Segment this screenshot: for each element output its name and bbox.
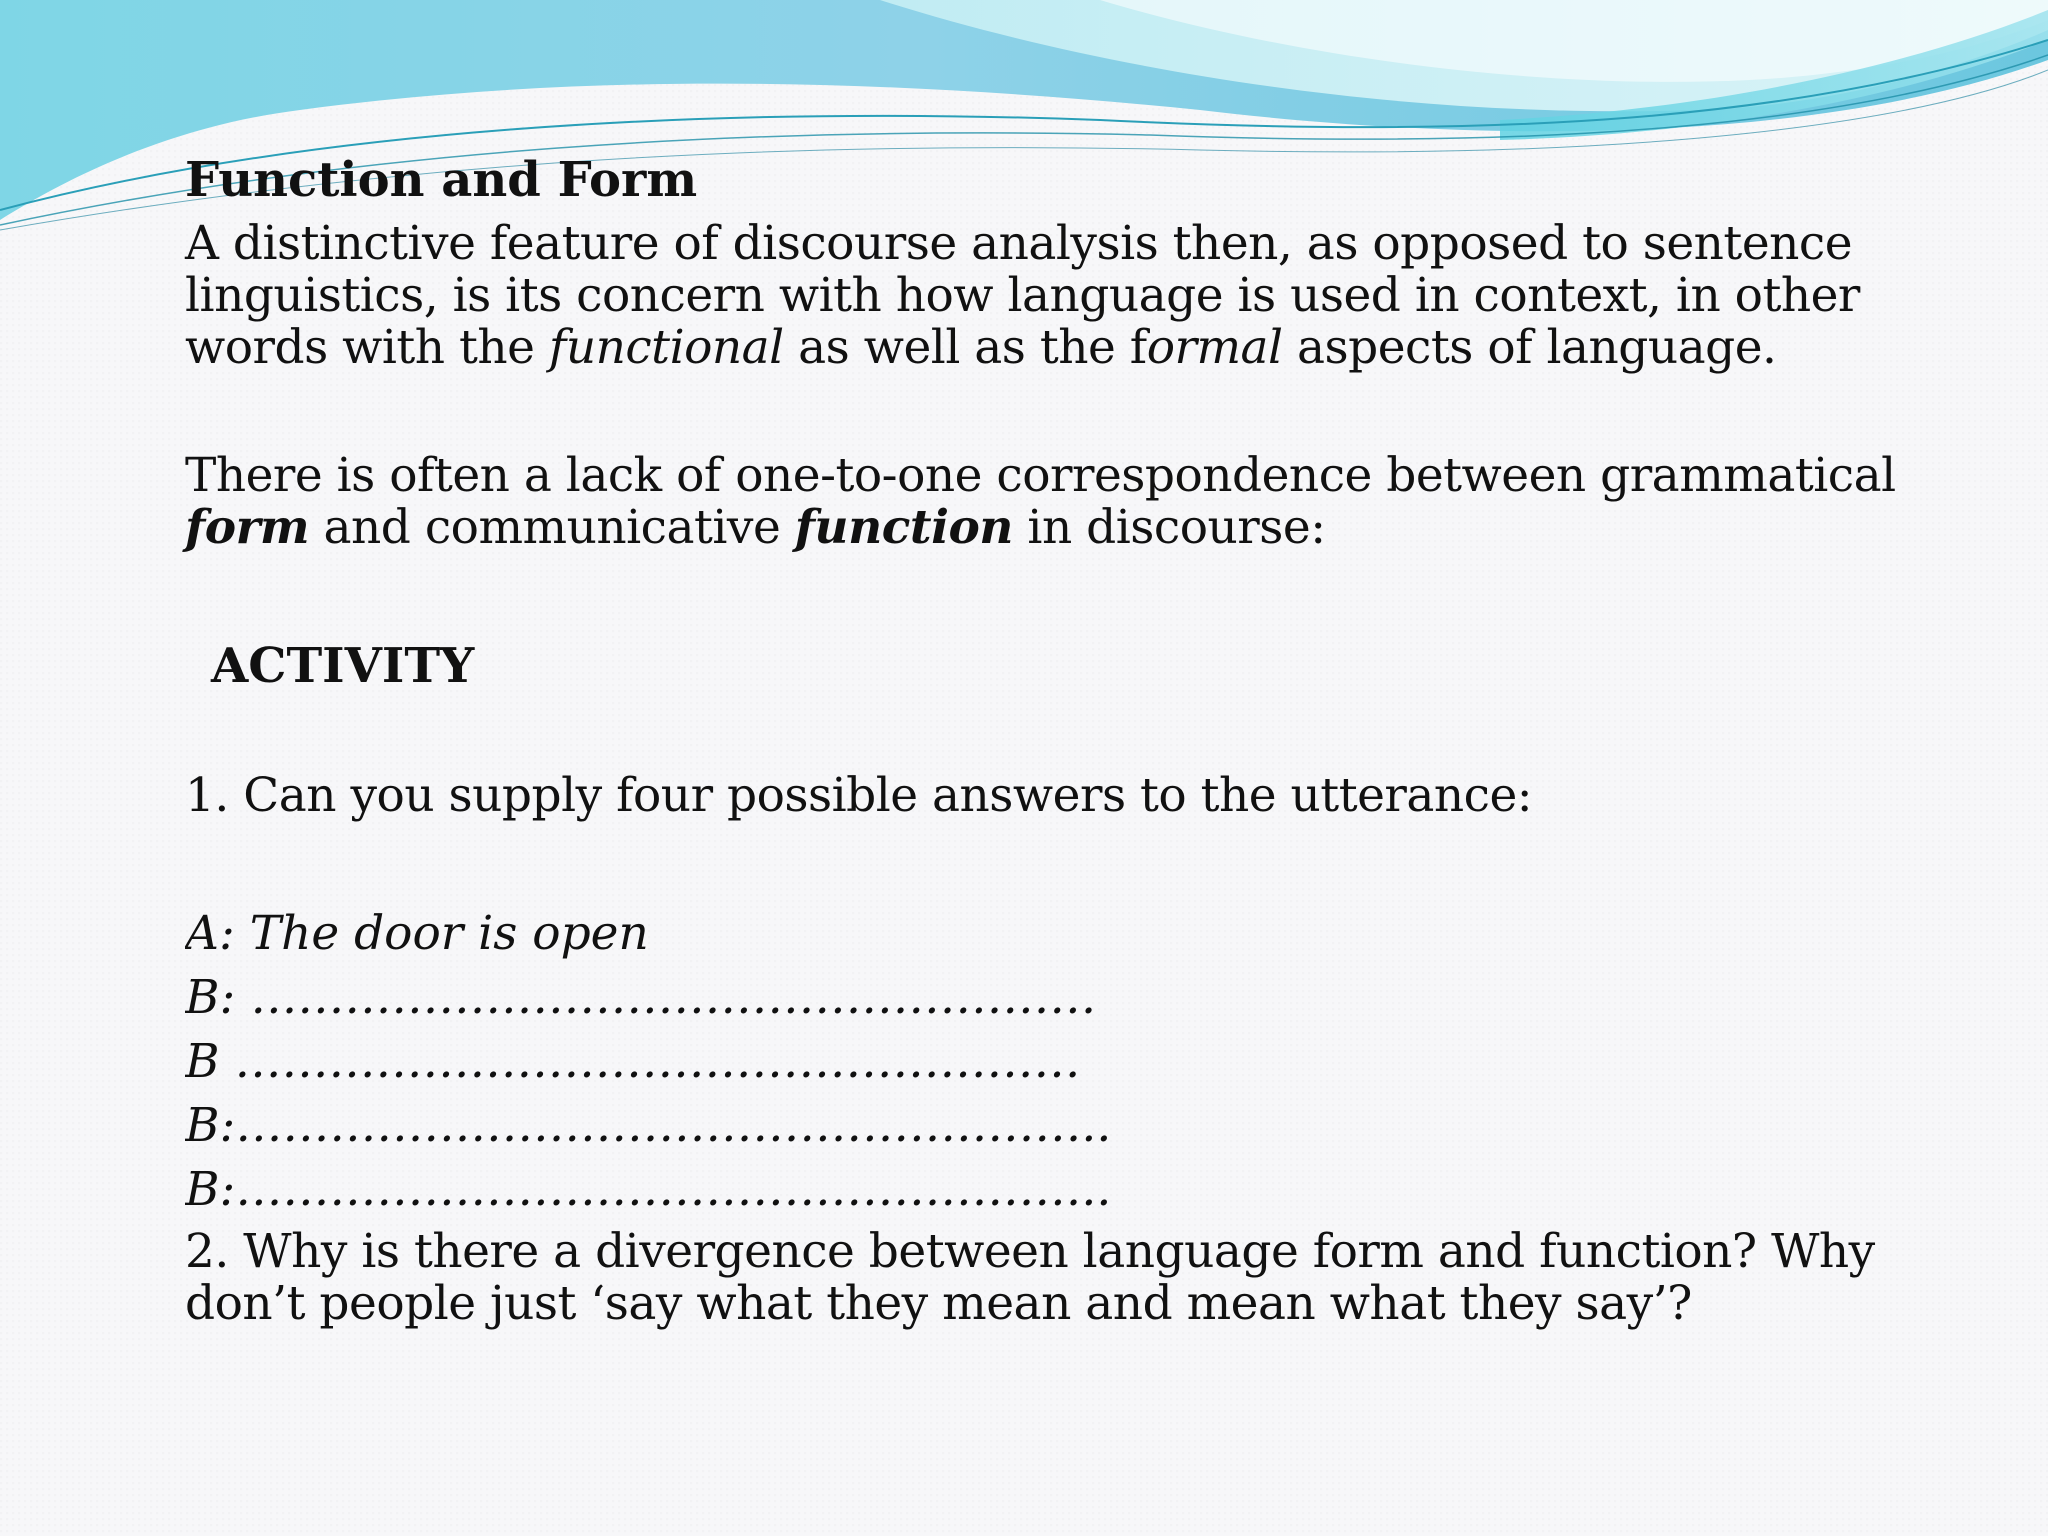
paragraph-form-function [185,450,1905,554]
para1-text-2: as well as the f [783,320,1147,375]
para1-text-1: A distinctive feature of discourse analysis then, as opposed to sentence linguistics, is its concern with how language is used in context, in other words with the [185,216,1860,375]
slide-title: Function and Form [185,152,698,208]
dialog-line: B:……………………………………………….. [185,1098,1112,1153]
para2-bold-form: form [185,500,310,555]
slide-content [185,150,1905,1330]
para2-text-2: and communicative [309,500,795,555]
dialog-line: B:……………………………………………….. [185,1162,1112,1217]
para1-italic-formal: ormal [1146,320,1283,375]
para2-bold-function: function [794,500,1013,555]
question-1: 1. Can you supply four possible answers to the utterance: [185,768,1533,823]
paragraph-discourse-feature [185,218,1905,374]
dialog-line: B: ……………………………………………… [185,970,1097,1025]
activity-heading: ACTIVITY [211,638,475,694]
para1-text-3: aspects of language. [1282,320,1777,375]
para1-italic-functional: functional [548,320,784,375]
dialog-lines [185,902,1905,1222]
dialog-line: A: The door is open [185,906,649,961]
para2-text-3: in discourse: [1012,500,1326,555]
para2-text-1: There is often a lack of one-to-one correspondence between grammatical [185,448,1896,503]
question-2: 2. Why is there a divergence between language form and function? Why don’t people just ‘say what they mean and mean what they say’? [185,1224,1875,1331]
dialog-line: B ……………………………………………… [185,1034,1081,1089]
